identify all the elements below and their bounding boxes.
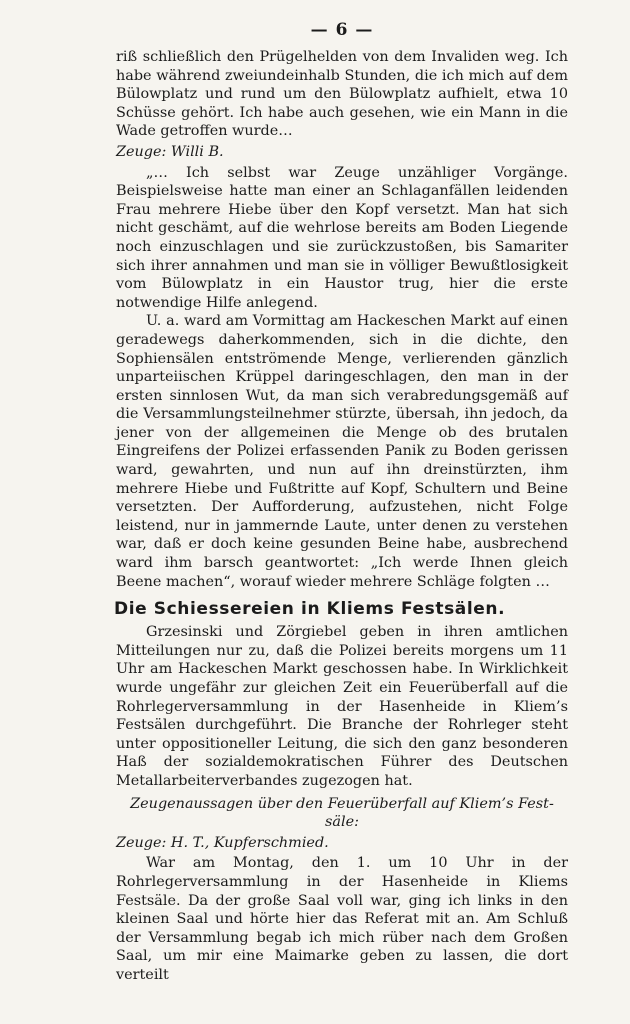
section-heading: Die Schiessereien in Kliems Festsälen. [114, 599, 506, 620]
paragraph-1: riß schließlich den Prügelhelden von dem Invaliden weg. Ich habe während zweiundeinhalb Stunden, die ich mich auf dem Bülowplatz und rund um den Bülowplatz aufhielt, etwa 10 Schüsse gehört. Ich habe auch gesehen, wie ein Mann in die Wade getroffen wurde… [116, 49, 568, 140]
witness-label-ht: Zeuge: H. T., Kupferschmied. [116, 834, 329, 851]
paragraph-3: U. a. ward am Vormittag am Hackeschen Markt auf einen geradewegs daherkommenden, sich in die dichte, den Sophiensälen entströmende Menge, verlierenden gänzlich unparteiischen Krüppel daringeschlagen, den man in der ersten sinnlosen Wut, da man sich verabredungsgemäß auf die Versammlungsteilnehmer stürzte, übersah, ihn jedoch, da jener von der allgemeinen die Menge ob des brutalen Eingreifens der Polizei erfassenden Panik zu Boden gerissen ward, gewahrten, und nun auf ihn dreinstürzten, ihm mehrere Hiebe und Fußtritte auf Kopf, Schultern und Beine versetzten. Der Aufforderung, aufzustehen, nicht Folge leistend, nur in jammernde Laute, unter denen zu verstehen war, daß er doch keine gesunden Beine habe, ausbrechend ward ihm barsch geantwortet: „Ich werde Ihnen gleich Beene machen“, worauf wieder mehrere Schläge folgten … [116, 313, 568, 590]
witness-statements-heading-line2: säle: [325, 814, 359, 831]
paragraph-2: „… Ich selbst war Zeuge unzähliger Vorgänge. Beispielsweise hatte man einer an Schlaganfällen leidenden Frau mehrere Hiebe über den Kopf versetzt. Man hat sich nicht geschämt, auf die wehrlose bereits am Boden Liegende noch einzuschlagen und sie zurückzustoßen, bis Samariter sich ihrer annahmen und man sie in völliger Bewußtlosigkeit vom Bülowplatz in ein Haustor trug, hier die erste notwendige Hilfe anlegend. [116, 164, 568, 311]
paragraph-4: Grzesinski und Zörgiebel geben in ihren amtlichen Mitteilungen nur zu, daß die Polizei bereits morgens um 11 Uhr am Hackeschen Markt geschossen habe. In Wirklichkeit wurde ungefähr zur gleichen Zeit ein Feuerüberfall auf die Rohrlegerversammlung in der Hasenheide in Kliem’s Festsälen durchgeführt. Die Branche der Rohrleger steht unter oppositioneller Leitung, die sich den ganz besonderen Haß der sozialdemokratischen Führer des Deutschen Metallarbeiterverbandes zugezogen hat. [116, 624, 568, 789]
witness-label-willi: Zeuge: Willi B. [116, 143, 224, 160]
witness-statements-heading [116, 795, 568, 832]
page-number: — 6 — [310, 20, 374, 40]
paragraph-5: War am Montag, den 1. um 10 Uhr in der Rohrlegerversammlung in der Hasenheide in Kliems Festsäle. Da der große Saal voll war, ging ich links in den kleinen Saal und hörte hier das Referat mit an. Am Schluß der Versammlung begab ich mich rüber nach dem Großen Saal, um mir eine Maimarke geben zu lassen, die dort verteilt [116, 855, 568, 983]
witness-statements-heading-line1: Zeugenaussagen über den Feuerüberfall auf Kliem’s Fest- [130, 795, 554, 812]
